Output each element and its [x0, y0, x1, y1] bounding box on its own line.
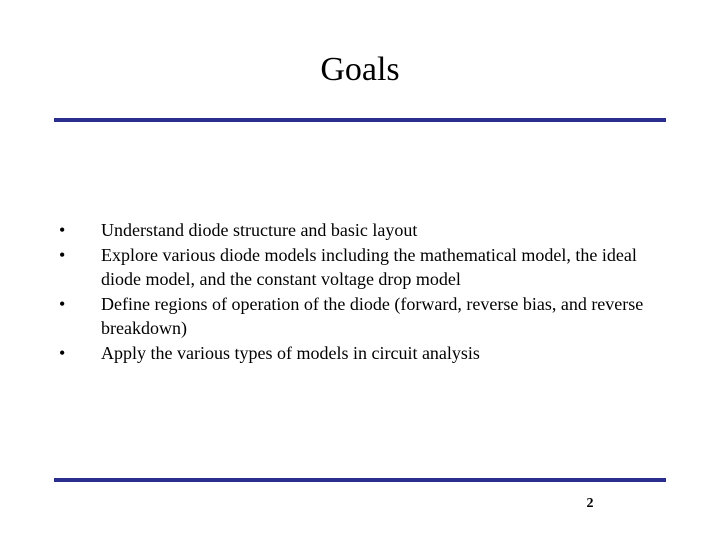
bullet-item — [58, 218, 658, 243]
bullet-icon: • — [59, 293, 66, 314]
bullet-text: Understand diode structure and basic layout — [101, 220, 418, 240]
page-number: 2 — [586, 496, 594, 511]
bullet-icon: • — [59, 244, 66, 265]
bullet-icon: • — [59, 220, 66, 240]
bullet-item — [58, 243, 658, 292]
bullet-item — [58, 341, 658, 366]
slide-title: Goals — [320, 51, 400, 88]
title-divider-line — [54, 118, 666, 122]
bullet-icon: • — [59, 342, 66, 363]
bullet-item — [58, 292, 658, 341]
bullet-text: Explore various diode models including the mathematical model, the ideal diode model, and the constant voltage drop model — [101, 244, 637, 289]
bullet-text: Apply the various types of models in circuit analysis — [101, 342, 480, 363]
bullet-list — [58, 218, 658, 365]
footer-divider-line — [54, 478, 666, 482]
bullet-text: Define regions of operation of the diode (forward, reverse bias, and reverse breakdown) — [101, 293, 644, 338]
